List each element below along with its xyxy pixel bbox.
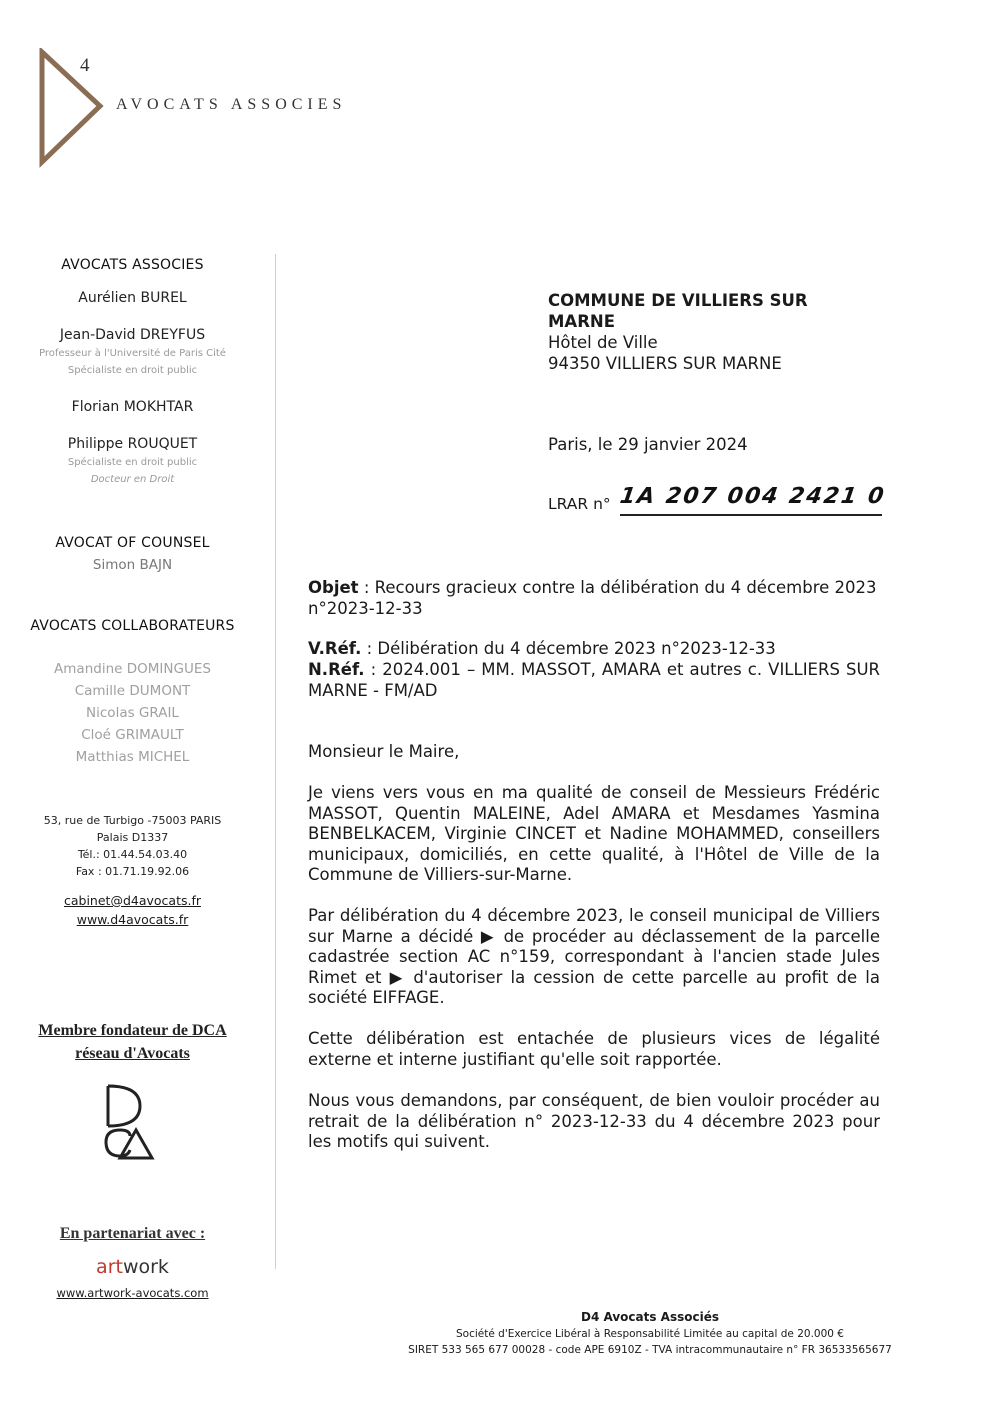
partners-heading: AVOCATS ASSOCIES	[61, 257, 204, 273]
partner-note: Docteur en Droit	[90, 474, 175, 485]
collaborator-name: Amandine DOMINGUES	[54, 661, 211, 677]
lrar-label: LRAR n°	[548, 495, 611, 513]
address-line: Palais D1337	[96, 831, 169, 844]
partner-note: Professeur à l'Université de Paris Cité	[39, 348, 226, 359]
artwork-logo-part-a: art	[96, 1256, 123, 1278]
email-link[interactable]: cabinet@d4avocats.fr	[63, 893, 201, 908]
logo-number: 4	[80, 55, 90, 76]
footer-company: D4 Avocats Associés	[580, 1310, 719, 1324]
object-line	[308, 578, 880, 619]
letter-date: Paris, le 29 janvier 2024	[548, 435, 748, 454]
recipient-postal: 94350 VILLIERS SUR MARNE	[548, 354, 782, 373]
partner-name: Philippe ROUQUET	[67, 436, 198, 452]
lrar-handwritten-number: 1A 207 004 2421 0	[618, 484, 888, 509]
collaborator-name: Cloé GRIMAULT	[81, 727, 184, 743]
partner-name: Aurélien BUREL	[78, 290, 187, 306]
paragraph: Nous vous demandons, par conséquent, de bien vouloir procéder au retrait de la délibération n° 2023-12-33 du 4 décembre 2023 pour les motifs qui suivent.	[308, 1091, 880, 1151]
phone-line: Tél.: 01.44.54.03.40	[77, 848, 188, 861]
d4-logo-mark	[38, 48, 104, 168]
partner-name: Florian MOKHTAR	[71, 399, 194, 415]
vref-label: V.Réf.	[308, 639, 362, 658]
footer-ids: SIRET 533 565 677 00028 - code APE 6910Z - TVA intracommunautaire n° FR 36533565677	[408, 1344, 892, 1356]
object-text: : Recours gracieux contre la délibération du 4 décembre 2023 n°2023-12-33	[308, 578, 877, 618]
paragraph: Par délibération du 4 décembre 2023, le conseil municipal de Villiers sur Marne a décidé ▶ de procéder au déclassement de la parcelle cadastrée section AC n°159, correspondant à l'ancien stade Jules Rimet et ▶ d'autoriser la cession de cette parcelle au profit de la société EIFFAGE.	[308, 906, 880, 1007]
address-line: 53, rue de Turbigo -75003 PARIS	[43, 814, 222, 827]
counsel-heading: AVOCAT OF COUNSEL	[55, 535, 210, 551]
collaborator-name: Camille DUMONT	[74, 683, 191, 699]
object-label: Objet	[308, 578, 359, 597]
partner-note: Spécialiste en droit public	[67, 365, 198, 376]
collaborator-name: Matthias MICHEL	[75, 749, 190, 765]
salutation: Monsieur le Maire,	[308, 742, 460, 761]
paragraph: Cette délibération est entachée de plusieurs vices de légalité externe et interne justifiant qu'elle soit rapportée.	[308, 1029, 880, 1069]
paragraph: Je viens vers vous en ma qualité de conseil de Messieurs Frédéric MASSOT, Quentin MALEINE, Adel AMARA et Mesdames Yasmina BENBELKACEM, Virginie CINCET et Nadine MOHAMMED, conseillers municipaux, domiciliés, en cette qualité, à l'Hôtel de Ville de la Commune de Villiers-sur-Marne.	[308, 783, 880, 884]
counsel-name: Simon BAJN	[92, 557, 173, 573]
dca-membership-line2: réseau d'Avocats	[75, 1045, 190, 1062]
collaborators-heading: AVOCATS COLLABORATEURS	[30, 618, 235, 634]
dca-membership-line1: Membre fondateur de DCA	[38, 1022, 227, 1039]
partner-name: Jean-David DREYFUS	[59, 327, 206, 343]
partnership-label: En partenariat avec :	[59, 1225, 206, 1242]
footer-legal: Société d'Exercice Libéral à Responsabilité Limitée au capital de 20.000 €	[456, 1328, 844, 1340]
partner-note: Spécialiste en droit public	[67, 457, 198, 468]
sidebar-divider	[275, 254, 276, 1269]
recipient-address	[548, 290, 808, 374]
website-link[interactable]: www.d4avocats.fr	[76, 912, 189, 927]
nref-line	[308, 660, 880, 701]
nref-label: N.Réf.	[308, 660, 365, 679]
vref-line	[308, 639, 880, 660]
artwork-logo	[0, 1256, 265, 1278]
collaborator-name: Nicolas GRAIL	[86, 705, 179, 721]
recipient-building: Hôtel de Ville	[548, 333, 658, 352]
logo-title: AVOCATS ASSOCIES	[116, 96, 347, 113]
nref-text: : 2024.001 – MM. MASSOT, AMARA et autres c. VILLIERS SUR MARNE - FM/AD	[308, 660, 880, 700]
artwork-logo-part-b: work	[122, 1256, 169, 1278]
fax-line: Fax : 01.71.19.92.06	[75, 865, 190, 878]
dca-logo-mark	[100, 1080, 160, 1162]
vref-text: : Délibération du 4 décembre 2023 n°2023-12-33	[361, 639, 776, 658]
artwork-website-link[interactable]: www.artwork-avocats.com	[56, 1286, 209, 1300]
lrar-underline	[620, 514, 882, 516]
recipient-name-line1: COMMUNE DE VILLIERS SUR	[548, 291, 808, 310]
recipient-name-line2: MARNE	[548, 312, 615, 331]
